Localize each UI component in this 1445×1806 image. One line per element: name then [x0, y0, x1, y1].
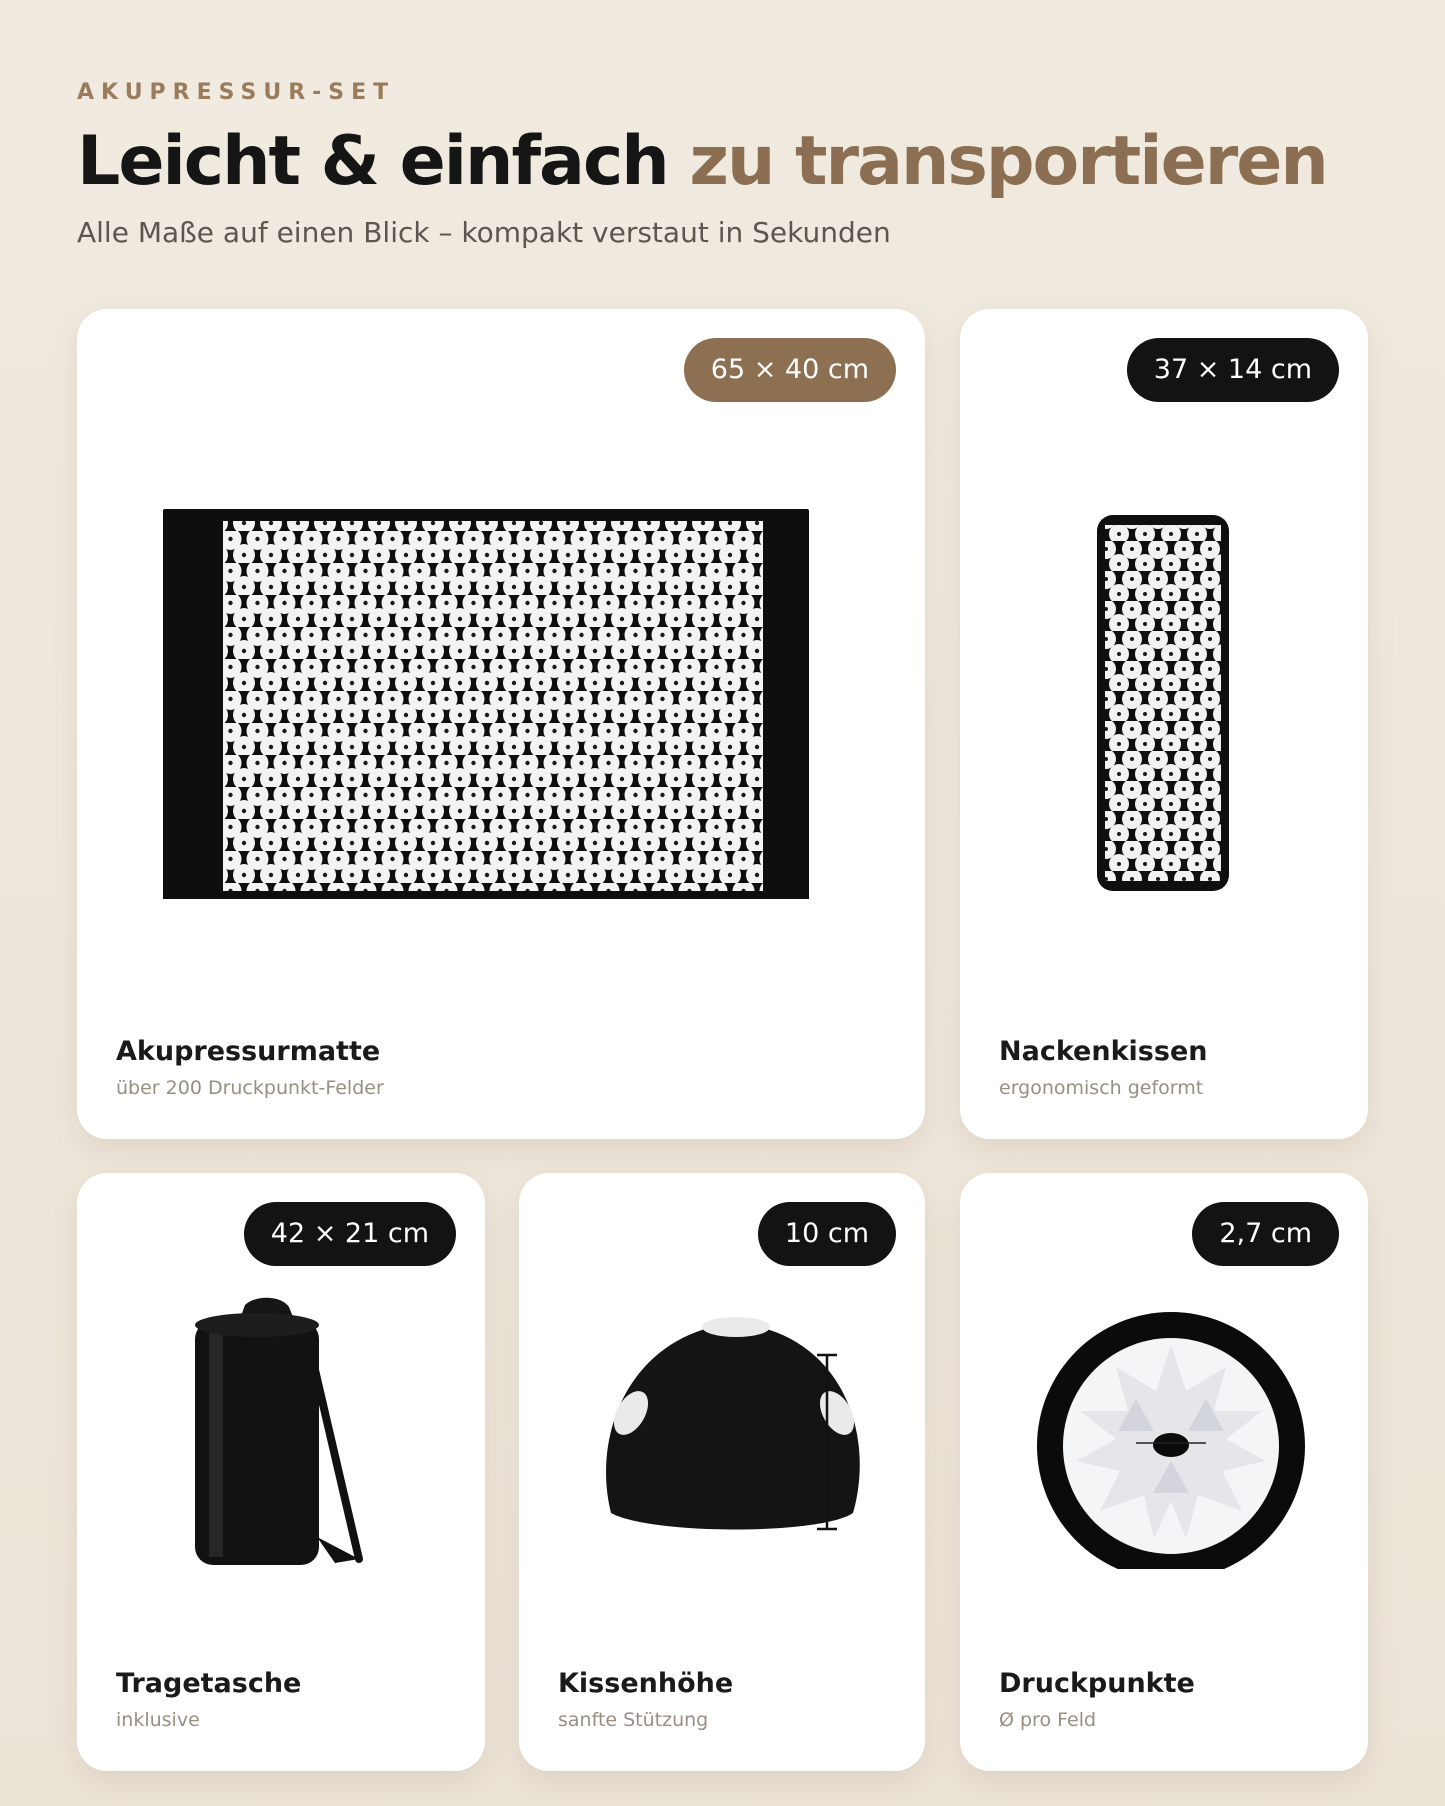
title-part-2: zu transportieren	[689, 122, 1327, 201]
card-pillow-height	[519, 1173, 925, 1771]
dimension-badge: 42 × 21 cm	[244, 1202, 456, 1266]
card-title: Druckpunkte	[999, 1668, 1195, 1699]
eyebrow-label: AKUPRESSUR-SET	[77, 80, 396, 105]
card-description: Ø pro Feld	[999, 1709, 1097, 1731]
dimension-badge: 10 cm	[758, 1202, 896, 1266]
carry-bag-image	[185, 1297, 369, 1573]
pillow-profile-image	[591, 1313, 891, 1553]
card-title: Tragetasche	[116, 1668, 302, 1699]
page-title	[77, 122, 1327, 201]
dimension-badge: 37 × 14 cm	[1127, 338, 1339, 402]
card-title: Nackenkissen	[999, 1036, 1208, 1067]
card-carry-bag	[77, 1173, 485, 1771]
dimension-badge: 65 × 40 cm	[684, 338, 896, 402]
card-neck-pillow	[960, 309, 1368, 1139]
card-description: über 200 Druckpunkt-Felder	[116, 1077, 384, 1099]
card-title: Kissenhöhe	[558, 1668, 734, 1699]
neck-pillow-image	[1093, 511, 1233, 899]
acupressure-mat-image	[163, 499, 813, 899]
card-title: Akupressurmatte	[116, 1036, 381, 1067]
card-description: inklusive	[116, 1709, 200, 1731]
dimension-badge: 2,7 cm	[1192, 1202, 1339, 1266]
card-acupressure-mat	[77, 309, 925, 1139]
card-description: sanfte Stützung	[558, 1709, 709, 1731]
title-part-1: Leicht & einfach	[77, 122, 668, 201]
card-description: ergonomisch geformt	[999, 1077, 1204, 1099]
page-subtitle: Alle Maße auf einen Blick – kompakt verstaut in Sekunden	[77, 216, 891, 249]
pressure-point-closeup-image	[1036, 1311, 1306, 1573]
card-pressure-points	[960, 1173, 1368, 1771]
